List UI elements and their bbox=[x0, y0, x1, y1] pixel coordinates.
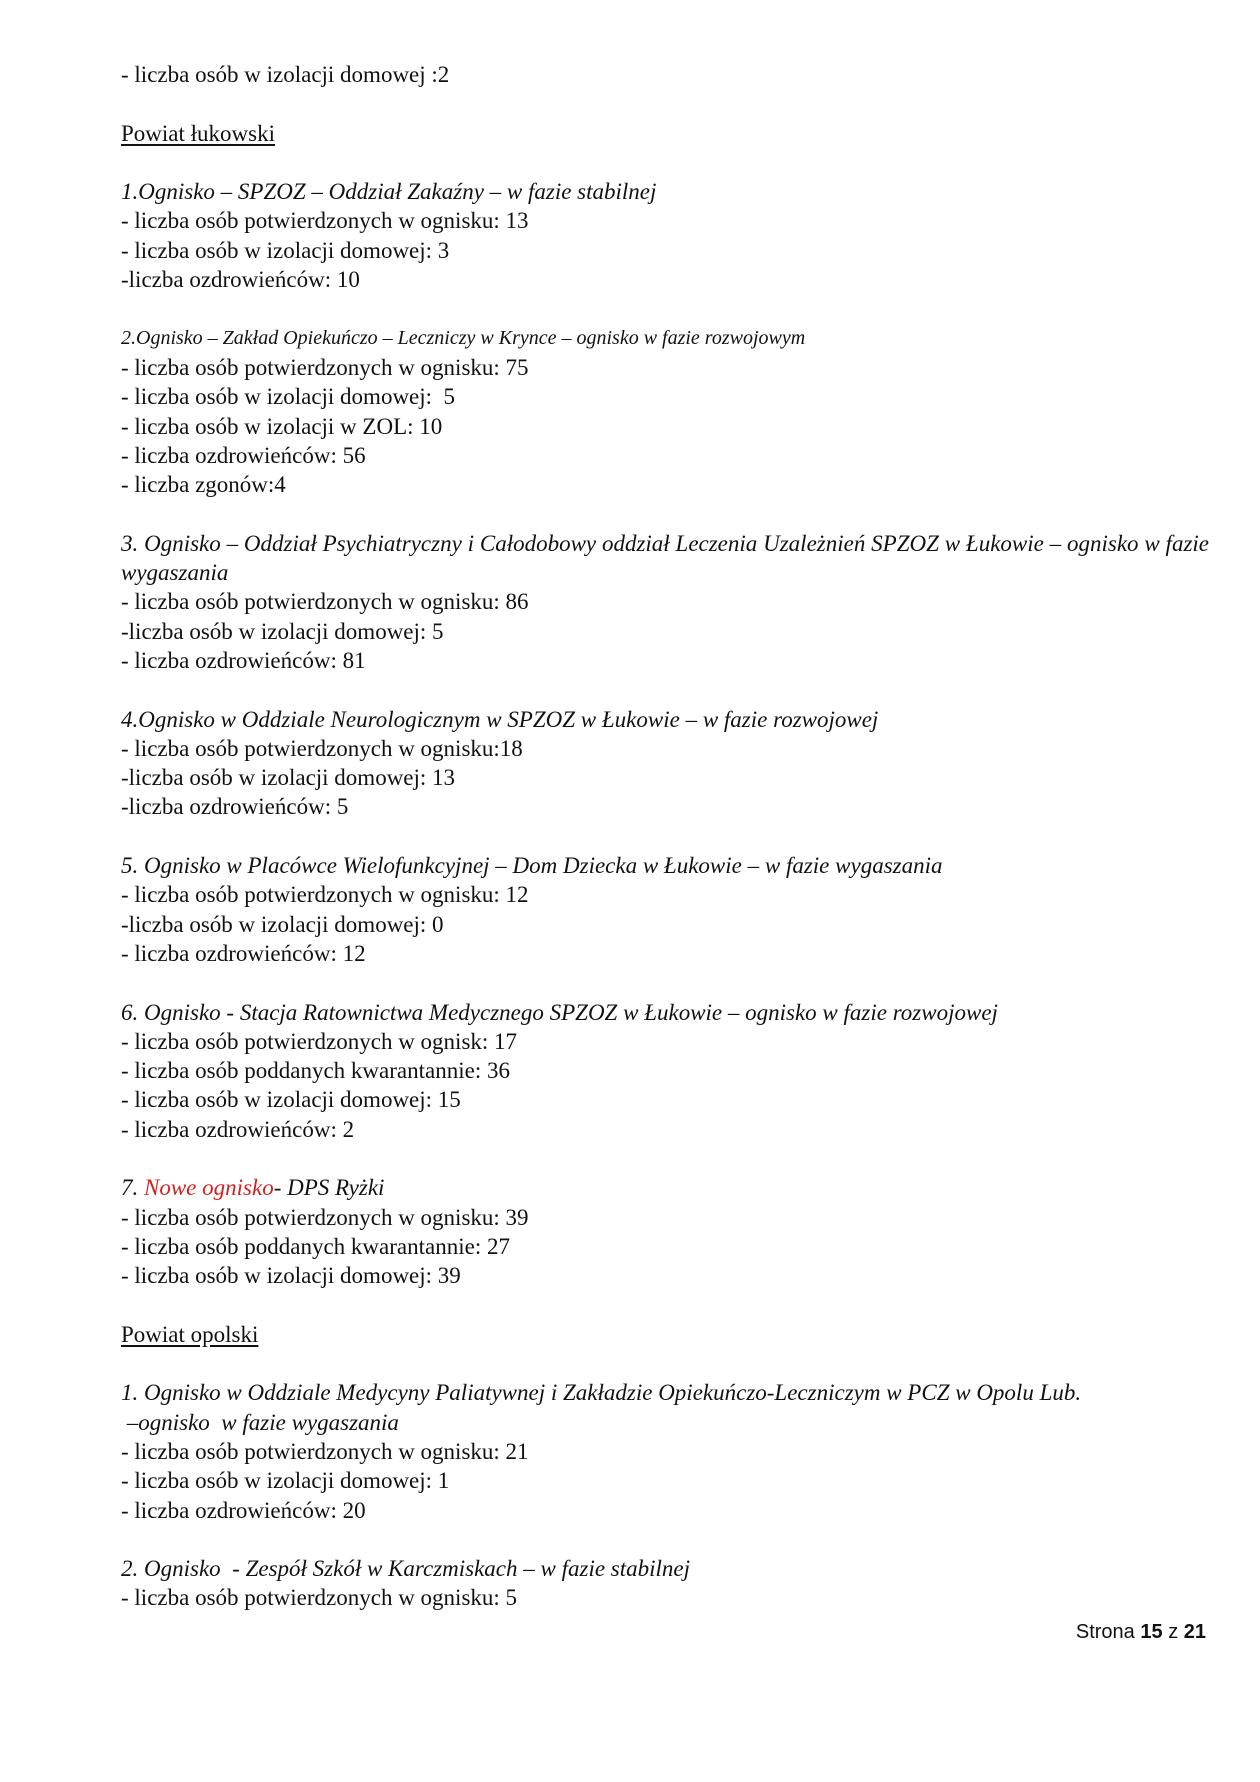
body-line: - liczba osób potwierdzonych w ognisku: 13 bbox=[121, 208, 529, 234]
body-line: - liczba ozdrowieńców: 20 bbox=[121, 1497, 366, 1523]
body-line: - liczba osób potwierdzonych w ognisk: 17 bbox=[121, 1028, 518, 1054]
entry-title: 2.Ognisko – Zakład Opiekuńczo – Leczniczy w Krynce – ognisko w fazie rozwojowym bbox=[121, 326, 806, 349]
body-line: - liczba osób w izolacji domowej: 3 bbox=[121, 237, 450, 263]
page-label: Strona bbox=[1075, 1621, 1135, 1643]
body-line: - liczba osób potwierdzonych w ognisku: 86 bbox=[121, 589, 529, 615]
entry-title: 6. Ognisko - Stacja Ratownictwa Medycznego SPZOZ w Łukowie – ognisko w fazie rozwojowej bbox=[121, 999, 998, 1025]
new-outbreak-highlight: Nowe ognisko bbox=[144, 1175, 274, 1201]
body-line: - liczba osób w izolacji domowej :2 bbox=[121, 62, 450, 87]
total-pages-number: 21 bbox=[1183, 1621, 1206, 1643]
entry-title-prefix: 7. bbox=[121, 1175, 144, 1201]
current-page-number: 15 bbox=[1140, 1621, 1163, 1643]
body-line: -liczba ozdrowieńców: 5 bbox=[121, 794, 349, 820]
body-line: - liczba ozdrowieńców: 12 bbox=[121, 940, 366, 966]
entry-title: 4.Ognisko w Oddziale Neurologicznym w SPZOZ w Łukowie – w fazie rozwojowej bbox=[121, 706, 879, 732]
section-heading-opolski: Powiat opolski bbox=[121, 1321, 259, 1347]
body-line: - liczba osób potwierdzonych w ognisku:18 bbox=[121, 735, 523, 761]
body-line: -liczba osób w izolacji domowej: 13 bbox=[121, 765, 456, 791]
entry-title: 3. Ognisko – Oddział Psychiatryczny i Całodobowy oddział Leczenia Uzależnień SPZOZ w Łukowie – ognisko w fazie wygaszania bbox=[121, 530, 1209, 586]
body-line: - liczba osób potwierdzonych w ognisku: 75 bbox=[121, 354, 529, 380]
body-line: - liczba osób potwierdzonych w ognisku: 39 bbox=[121, 1204, 529, 1230]
body-line: - liczba osób w izolacji w ZOL: 10 bbox=[121, 413, 443, 439]
body-line: - liczba ozdrowieńców: 56 bbox=[121, 442, 366, 468]
body-line: - liczba osób w izolacji domowej: 15 bbox=[121, 1087, 461, 1113]
body-line: - liczba osób potwierdzonych w ognisku: 12 bbox=[121, 882, 529, 908]
body-line: -liczba osób w izolacji domowej: 0 bbox=[121, 911, 444, 937]
body-line: - liczba ozdrowieńców: 81 bbox=[121, 647, 366, 673]
body-line: - liczba ozdrowieńców: 2 bbox=[121, 1116, 355, 1142]
entry-title: 5. Ognisko w Placówce Wielofunkcyjnej – Dom Dziecka w Łukowie – w fazie wygaszania bbox=[121, 853, 943, 879]
body-line: - liczba zgonów:4 bbox=[121, 472, 286, 498]
body-line: - liczba osób potwierdzonych w ognisku: 21 bbox=[121, 1438, 529, 1464]
page-separator: z bbox=[1168, 1621, 1179, 1643]
body-line: - liczba osób w izolacji domowej: 5 bbox=[121, 384, 456, 410]
entry-title-line: –ognisko w fazie wygaszania bbox=[121, 1409, 399, 1435]
body-line: - liczba osób w izolacji domowej: 39 bbox=[121, 1263, 461, 1289]
body-line: - liczba osób potwierdzonych w ognisku: 5 bbox=[121, 1585, 518, 1611]
entry-title-line: 1. Ognisko w Oddziale Medycyny Paliatywnej i Zakładzie Opiekuńczo-Leczniczym w PCZ w Opolu Lub. bbox=[121, 1380, 1082, 1406]
page-content bbox=[121, 60, 1209, 1613]
body-line: -liczba ozdrowieńców: 10 bbox=[121, 267, 360, 293]
body-line: - liczba osób w izolacji domowej: 1 bbox=[121, 1468, 450, 1494]
body-line: - liczba osób poddanych kwarantannie: 27 bbox=[121, 1233, 510, 1259]
entry-title: 1.Ognisko – SPZOZ – Oddział Zakaźny – w fazie stabilnej bbox=[121, 179, 657, 205]
entry-title-suffix: - DPS Ryżki bbox=[273, 1175, 385, 1201]
section-heading-lukowski: Powiat łukowski bbox=[121, 120, 275, 146]
body-line: -liczba osób w izolacji domowej: 5 bbox=[121, 618, 444, 644]
page-number-footer bbox=[1076, 1621, 1206, 1644]
entry-title bbox=[121, 1173, 1209, 1202]
entry-title: 2. Ognisko - Zespół Szkół w Karczmiskach – w fazie stabilnej bbox=[121, 1556, 691, 1582]
body-line: - liczba osób poddanych kwarantannie: 36 bbox=[121, 1058, 510, 1084]
